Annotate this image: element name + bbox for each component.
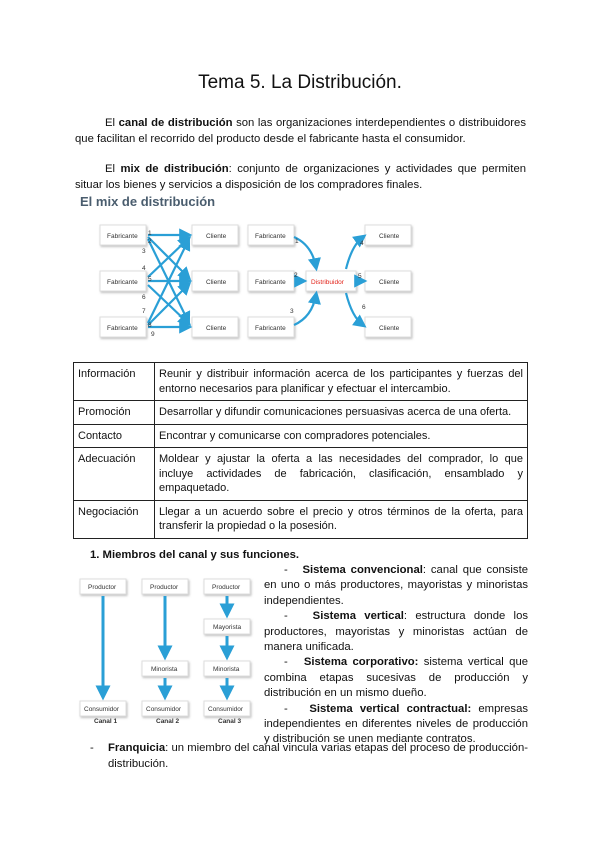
sistema-name: Sistema vertical contractual: (309, 702, 472, 715)
table-row (74, 363, 528, 401)
page-title: Tema 5. La Distribución. (198, 72, 402, 93)
sistema-name: Sistema vertical (312, 610, 404, 623)
cliente-label: Cliente (379, 279, 400, 286)
table-key: Negociación (74, 500, 155, 538)
table-row (74, 448, 528, 501)
cliente-label: Cliente (379, 325, 400, 332)
arrow-number: 3 (290, 308, 294, 315)
cliente-label: Cliente (206, 233, 227, 240)
sistema-item (264, 609, 528, 655)
fabricante-label: Fabricante (255, 279, 286, 286)
arrow-number: 1 (148, 230, 152, 237)
arrow-number: 8 (148, 322, 152, 329)
dash: - (90, 742, 94, 754)
consumidor-label: Consumidor (84, 706, 120, 713)
arrow-number: 5 (358, 273, 362, 280)
para2-bold: mix de distribución (120, 163, 229, 175)
arrow-number: 1 (295, 238, 299, 245)
mix-distribucion-diagram (80, 215, 420, 347)
fabricante-label: Fabricante (255, 233, 286, 240)
franquicia-name: Franquicia (108, 742, 166, 754)
table-row (74, 424, 528, 448)
mayorista-label: Mayorista (213, 624, 242, 631)
mix-definition (75, 162, 526, 193)
arrow-number: 2 (294, 272, 298, 279)
productor-label: Productor (88, 584, 117, 591)
table-key: Promoción (74, 401, 155, 425)
para2-rest: : conjunto de organizaciones y actividades que permiten situar los bienes y servicios a disposición de los compradores finales. (75, 163, 527, 191)
sistema-item (264, 563, 528, 609)
sistemas-list (264, 563, 528, 748)
arrow-number: 7 (142, 308, 146, 315)
canal2-label: Canal 2 (156, 718, 180, 725)
fabricante-label: Fabricante (255, 325, 286, 332)
arrow-number: 4 (142, 265, 146, 272)
canal-definition (75, 116, 526, 147)
fabricante-label: Fabricante (107, 279, 138, 286)
left-arrows (148, 235, 188, 327)
funciones-table (73, 362, 528, 539)
para1-prefix: El (105, 117, 119, 129)
sistema-desc: : estructura donde los productores, mayoristas y minoristas actúan de manera unificada. (264, 610, 528, 654)
franquicia-desc: : un miembro del canal vincula varias etapas del proceso de producción-distribución. (108, 742, 528, 770)
arrow-number: 9 (151, 331, 155, 338)
distribuidor-label: Distribuidor (311, 279, 344, 286)
consumidor-label: Consumidor (208, 706, 244, 713)
para2-prefix: El (105, 163, 121, 175)
franquicia-item (90, 741, 528, 772)
arrow-number: 4 (360, 240, 364, 247)
dash: - (284, 656, 288, 669)
sistema-item (264, 655, 528, 701)
sistema-desc: sistema vertical que combina etapas sucesivas de producción y distribución en un mismo dueño. (264, 656, 529, 700)
dash: - (284, 610, 288, 623)
table-value: Moldear y ajustar la oferta a las necesidades del comprador, lo que incluye actividades de fabricación, clasificación, ensamblado y empaquetado. (155, 448, 528, 501)
para1-bold: canal de distribución (118, 117, 233, 129)
canales-diagram (78, 575, 256, 725)
fabricante-label: Fabricante (107, 325, 138, 332)
cliente-label: Cliente (206, 279, 227, 286)
section-heading: 1. Miembros del canal y sus funciones. (90, 549, 300, 561)
sistema-name: Sistema convencional (302, 564, 423, 576)
table-key: Contacto (74, 424, 155, 448)
arrow-number: 6 (362, 304, 366, 311)
productor-label: Productor (212, 584, 241, 591)
canal3-label: Canal 3 (218, 718, 242, 725)
table-value: Llegar a un acuerdo sobre el precio y otros términos de la oferta, para transferir la propiedad o la posesión. (155, 500, 528, 538)
table-row (74, 500, 528, 538)
consumidor-label: Consumidor (146, 706, 182, 713)
table-value: Desarrollar y difundir comunicaciones persuasivas acerca de una oferta. (155, 401, 528, 425)
table-value: Encontrar y comunicarse con compradores potenciales. (155, 424, 528, 448)
fabricante-label: Fabricante (107, 233, 138, 240)
table-key: Adecuación (74, 448, 155, 501)
sistema-desc: empresas independientes en diferentes niveles de producción y distribución se unen mediante contratos. (264, 702, 528, 746)
arrow-number: 3 (142, 248, 146, 255)
mix-title: El mix de distribución (80, 194, 216, 209)
sistema-name: Sistema corporativo: (303, 656, 419, 669)
arrow-number: 2 (148, 238, 152, 245)
cliente-label: Cliente (379, 233, 400, 240)
arrow-number: 6 (142, 294, 146, 301)
table-value: Reunir y distribuir información acerca de los participantes y fuerzas del entorno necesarios para planificar y efectuar el intercambio. (155, 363, 528, 401)
dash: - (284, 702, 288, 715)
productor-label: Productor (150, 584, 179, 591)
sistema-desc: : canal que consiste en uno o más productores, mayoristas y minoristas independientes. (264, 564, 528, 607)
para1-rest: son las organizaciones interdependientes o distribuidores que facilitan el recorrido del producto desde el fabricante hasta el consumidor. (75, 117, 526, 145)
cliente-label: Cliente (206, 325, 227, 332)
franquicia-text (90, 741, 528, 772)
arrow-number: 5 (148, 276, 152, 283)
canal1-label: Canal 1 (94, 718, 118, 725)
table-row (74, 401, 528, 425)
table-key: Información (74, 363, 155, 401)
minorista-label: Minorista (151, 666, 178, 673)
dash: - (284, 564, 288, 576)
minorista-label: Minorista (213, 666, 240, 673)
